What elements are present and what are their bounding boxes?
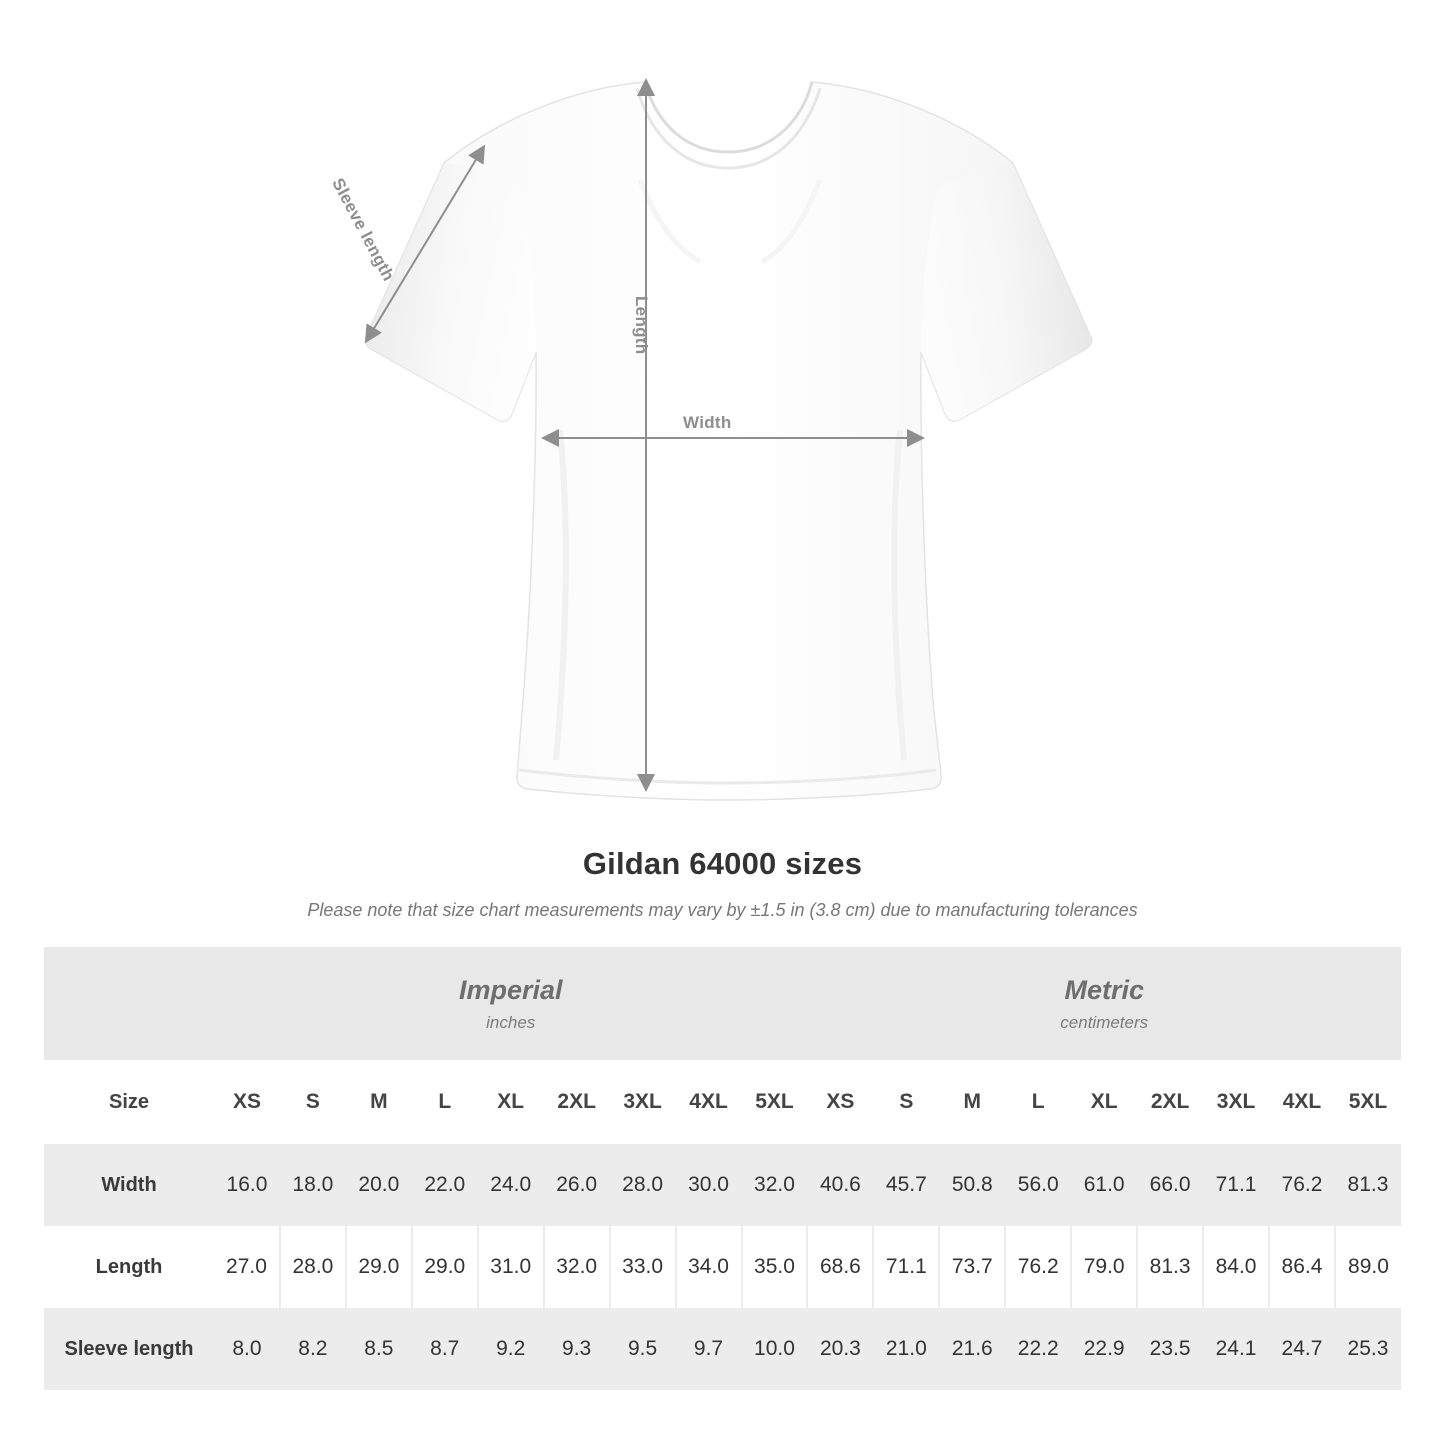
cell-width: 76.2 — [1269, 1144, 1335, 1226]
table-row — [44, 1144, 1401, 1226]
cell-length: 29.0 — [412, 1226, 478, 1308]
cell-sleeve-length: 10.0 — [742, 1308, 808, 1390]
size-header-cell: 5XL — [742, 1060, 808, 1144]
cell-length: 35.0 — [742, 1226, 808, 1308]
column-header-size: Size — [44, 1060, 214, 1144]
cell-length: 81.3 — [1137, 1226, 1203, 1308]
cell-width: 81.3 — [1335, 1144, 1401, 1226]
cell-width: 30.0 — [676, 1144, 742, 1226]
cell-length: 33.0 — [610, 1226, 676, 1308]
unit-spacer-cell — [44, 947, 214, 1060]
cell-sleeve-length: 8.2 — [280, 1308, 346, 1390]
length-label: Length — [632, 296, 651, 355]
cell-width: 61.0 — [1071, 1144, 1137, 1226]
cell-length: 27.0 — [214, 1226, 280, 1308]
cell-length: 32.0 — [544, 1226, 610, 1308]
size-header-cell: 2XL — [544, 1060, 610, 1144]
cell-width: 18.0 — [280, 1144, 346, 1226]
cell-sleeve-length: 9.7 — [676, 1308, 742, 1390]
cell-sleeve-length: 8.5 — [346, 1308, 412, 1390]
size-table-container — [44, 947, 1401, 1390]
size-header-cell: L — [412, 1060, 478, 1144]
unit-header-row — [44, 947, 1401, 1060]
table-row — [44, 1226, 1401, 1308]
size-header-cell: 3XL — [610, 1060, 676, 1144]
cell-length: 68.6 — [807, 1226, 873, 1308]
cell-width: 45.7 — [873, 1144, 939, 1226]
unit-imperial-title: Imperial — [458, 974, 563, 1005]
unit-metric-subtitle: centimeters — [1060, 1013, 1149, 1033]
cell-length: 28.0 — [280, 1226, 346, 1308]
tolerance-note: Please note that size chart measurements may vary by ±1.5 in (3.8 cm) due to manufacturing tolerances — [307, 900, 1138, 920]
size-header-cell: S — [873, 1060, 939, 1144]
cell-length: 29.0 — [346, 1226, 412, 1308]
cell-length: 71.1 — [873, 1226, 939, 1308]
cell-sleeve-length: 8.0 — [214, 1308, 280, 1390]
size-header-cell: XL — [478, 1060, 544, 1144]
cell-sleeve-length: 21.0 — [873, 1308, 939, 1390]
size-header-cell: 5XL — [1335, 1060, 1401, 1144]
row-label-length: Length — [44, 1226, 214, 1308]
cell-width: 56.0 — [1005, 1144, 1071, 1226]
cell-sleeve-length: 21.6 — [939, 1308, 1005, 1390]
page-title: Gildan 64000 sizes — [582, 846, 863, 881]
cell-sleeve-length: 9.2 — [478, 1308, 544, 1390]
width-label: Width — [683, 413, 732, 432]
cell-length: 79.0 — [1071, 1226, 1137, 1308]
size-header-cell: XS — [807, 1060, 873, 1144]
cell-sleeve-length: 8.7 — [412, 1308, 478, 1390]
cell-width: 16.0 — [214, 1144, 280, 1226]
cell-width: 26.0 — [544, 1144, 610, 1226]
size-header-cell: L — [1005, 1060, 1071, 1144]
unit-metric-title: Metric — [1064, 974, 1144, 1005]
cell-sleeve-length: 24.7 — [1269, 1308, 1335, 1390]
cell-width: 22.0 — [412, 1144, 478, 1226]
cell-sleeve-length: 25.3 — [1335, 1308, 1401, 1390]
cell-sleeve-length: 20.3 — [807, 1308, 873, 1390]
cell-sleeve-length: 9.3 — [544, 1308, 610, 1390]
row-label-sleeve-length: Sleeve length — [44, 1308, 214, 1390]
unit-metric-cell — [807, 947, 1401, 1060]
unit-imperial-subtitle: inches — [486, 1013, 536, 1033]
cell-width: 20.0 — [346, 1144, 412, 1226]
shirt-shape — [365, 82, 1092, 800]
cell-width: 50.8 — [939, 1144, 1005, 1226]
cell-sleeve-length: 24.1 — [1203, 1308, 1269, 1390]
cell-sleeve-length: 23.5 — [1137, 1308, 1203, 1390]
size-header-row — [44, 1060, 1401, 1144]
cell-sleeve-length: 22.9 — [1071, 1308, 1137, 1390]
size-header-cell: M — [939, 1060, 1005, 1144]
cell-width: 66.0 — [1137, 1144, 1203, 1226]
cell-sleeve-length: 9.5 — [610, 1308, 676, 1390]
size-header-cell: 4XL — [1269, 1060, 1335, 1144]
size-header-cell: XS — [214, 1060, 280, 1144]
size-header-cell: 3XL — [1203, 1060, 1269, 1144]
table-row — [44, 1308, 1401, 1390]
cell-width: 32.0 — [742, 1144, 808, 1226]
cell-width: 71.1 — [1203, 1144, 1269, 1226]
size-header-cell: M — [346, 1060, 412, 1144]
cell-length: 84.0 — [1203, 1226, 1269, 1308]
size-header-cell: S — [280, 1060, 346, 1144]
size-header-cell: 2XL — [1137, 1060, 1203, 1144]
cell-length: 73.7 — [939, 1226, 1005, 1308]
cell-length: 86.4 — [1269, 1226, 1335, 1308]
row-label-width: Width — [44, 1144, 214, 1226]
size-header-cell: XL — [1071, 1060, 1137, 1144]
size-header-cell: 4XL — [676, 1060, 742, 1144]
cell-length: 34.0 — [676, 1226, 742, 1308]
cell-width: 24.0 — [478, 1144, 544, 1226]
cell-width: 28.0 — [610, 1144, 676, 1226]
cell-length: 76.2 — [1005, 1226, 1071, 1308]
size-table — [44, 947, 1401, 1390]
cell-length: 89.0 — [1335, 1226, 1401, 1308]
cell-sleeve-length: 22.2 — [1005, 1308, 1071, 1390]
cell-length: 31.0 — [478, 1226, 544, 1308]
cell-width: 40.6 — [807, 1144, 873, 1226]
unit-imperial-cell — [214, 947, 807, 1060]
sleeve-length-label: Sleeve length — [328, 175, 399, 285]
